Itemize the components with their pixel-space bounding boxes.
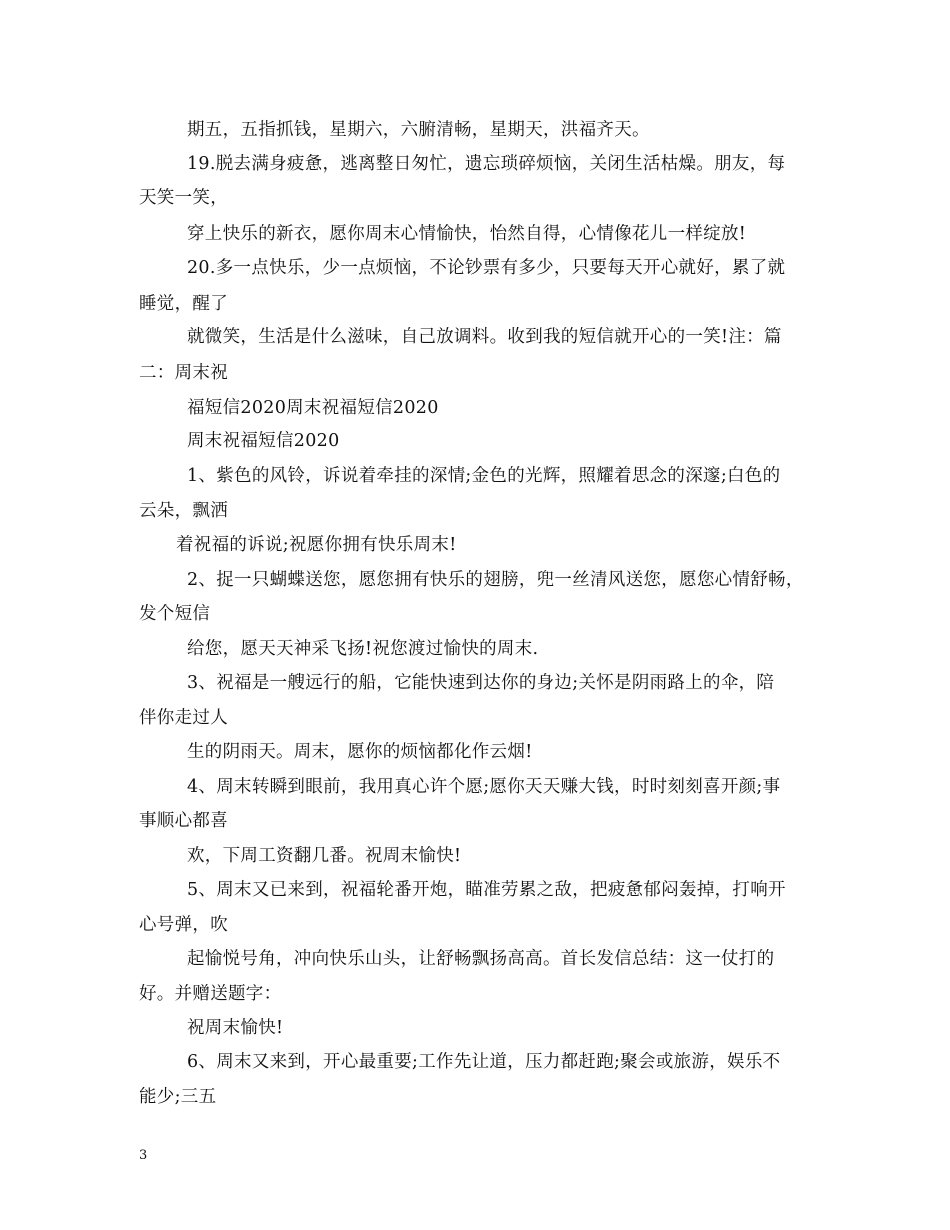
text-line: 心号弹，吹 (139, 915, 228, 935)
text-line: 欢，下周工资翻几番。祝周末愉快! (187, 846, 462, 866)
text-line: 3、祝福是一艘远行的船，它能快速到达你的身边;关怀是阴雨路上的伞，陪 (187, 673, 775, 693)
text-line: 福短信2020周末祝福短信2020 (187, 398, 439, 418)
text-line: 周末祝福短信2020 (187, 431, 340, 451)
text-line: 生的阴雨天。周末，愿你的烦恼都化作云烟! (187, 742, 533, 762)
text-line: 穿上快乐的新衣，愿你周末心情愉快，怡然自得，心情像花儿一样绽放! (187, 224, 747, 244)
text-line: 起愉悦号角，冲向快乐山头，让舒畅飘扬高高。首长发信总结：这一仗打的 (187, 949, 775, 969)
text-line: 着祝福的诉说;祝愿你拥有快乐周末! (176, 535, 457, 555)
text-line: 能少;三五 (139, 1087, 217, 1107)
text-line: 2、捉一只蝴蝶送您，愿您拥有快乐的翅膀，兜一丝清风送您，愿您心情舒畅， (187, 570, 804, 590)
text-line: 期五，五指抓钱，星期六，六腑清畅，星期天，洪福齐天。 (187, 120, 650, 140)
text-line: 祝周末愉快! (187, 1018, 284, 1038)
text-line: 5、周末又已来到，祝福轮番开炮，瞄准劳累之敌，把疲惫郁闷轰掉，打响开 (187, 880, 786, 900)
text-line: 云朵，飘洒 (139, 501, 228, 521)
text-line: 给您，愿天天神采飞扬!祝您渡过愉快的周末. (187, 639, 539, 659)
text-line: 发个短信 (139, 604, 211, 624)
text-line: 好。并赠送题字： (139, 984, 282, 1004)
text-line: 伴你走过人 (139, 708, 228, 728)
text-line: 20.多一点快乐，少一点烦恼，不论钞票有多少，只要每天开心就好，累了就 (187, 258, 786, 278)
text-line: 4、周末转瞬到眼前，我用真心许个愿;愿你天天赚大钱，时时刻刻喜开颜;事 (187, 777, 781, 797)
text-line: 1、紫色的风铃，诉说着牵挂的深情;金色的光辉，照耀着思念的深邃;白色的 (187, 466, 781, 486)
text-line: 就微笑，生活是什么滋味，自己放调料。收到我的短信就开心的一笑!注：篇 (187, 327, 782, 347)
text-line: 事顺心都喜 (139, 811, 228, 831)
text-line: 19.脱去满身疲惫，逃离整日匆忙，遗忘琐碎烦恼，关闭生活枯燥。朋友，每 (187, 154, 786, 174)
text-line: 睡觉，醒了 (139, 294, 228, 314)
text-line: 6、周末又来到，开心最重要;工作先让道，压力都赶跑;聚会或旅游，娱乐不 (187, 1052, 781, 1072)
text-line: 天笑一笑， (139, 188, 228, 208)
page-number: 3 (139, 1148, 148, 1163)
text-line: 二：周末祝 (139, 363, 228, 383)
